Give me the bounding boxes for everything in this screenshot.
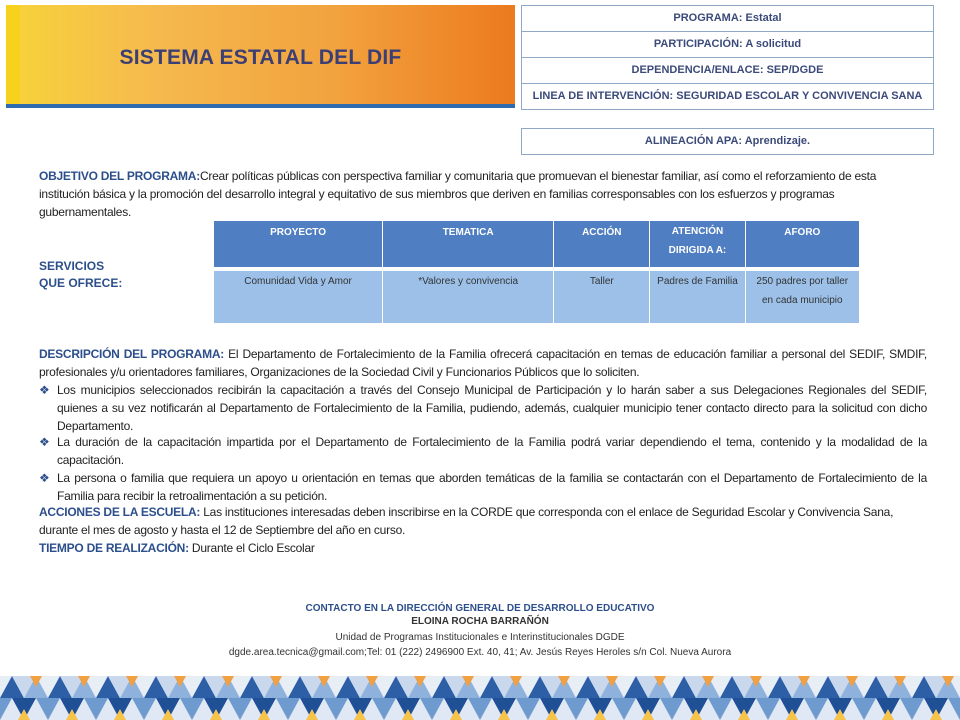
cell-action: Taller	[554, 271, 650, 323]
description-label: DESCRIPCIÓN DEL PROGRAMA:	[39, 347, 224, 361]
info-participation: PARTICIPACIÓN: A solicitud	[522, 32, 933, 58]
services-table	[214, 221, 859, 323]
info-alignment: ALINEACIÓN APA: Aprendizaje.	[644, 135, 811, 147]
description-paragraph	[39, 345, 927, 381]
actions-paragraph	[39, 503, 927, 539]
col-header-project: PROYECTO	[214, 221, 383, 267]
services-label-line2: QUE OFRECE:	[39, 276, 123, 290]
contact-heading: CONTACTO EN LA DIRECCIÓN GENERAL DE DESARROLLO EDUCATIVO	[305, 603, 655, 614]
contact-details: dgde.area.tecnica@gmail.com;Tel: 01 (222) 2496900 Ext. 40, 41; Av. Jesús Reyes Heroles s/n Col. Nueva Aurora	[228, 647, 732, 658]
objective-text: Crear políticas públicas con perspectiva familiar y comunitaria que promuevan el bienestar familiar, así como el reforzamiento de esta institución básica y la promoción del desarrollo integral y equitativo de sus miembros que deriven en familias corresponsables con los esfuerzos y programas gubernamentales.	[39, 169, 877, 219]
footer-pattern-graphic	[0, 676, 960, 720]
cell-audience: Padres de Familia	[650, 271, 745, 323]
page-title: SISTEMA ESTATAL DEL DIF	[119, 46, 402, 69]
bullet-text: La persona o familia que requiera un apoyo u orientación en temas que aborden temáticas de la familia se contactarán con el Departamento de Fortalecimiento de la Familia para recibir la retroalimentación a su petición.	[57, 471, 927, 503]
col-header-theme: TEMATICA	[383, 221, 554, 267]
description-text: El Departamento de Fortalecimiento de la Familia ofrecerá capacitación en temas de educación familiar a personal del SEDIF, SMDIF, profesionales y/u orientadores familiares, Organizaciones de la Sociedad Civil y Funcionarios Públicos que lo soliciten.	[39, 347, 928, 379]
services-label-line1: SERVICIOS	[39, 259, 105, 273]
table-row	[214, 271, 859, 323]
time-text: Durante el Ciclo Escolar	[188, 541, 315, 555]
description-bullet-3	[39, 469, 927, 505]
cell-capacity: 250 padres por taller en cada municipio	[746, 271, 859, 323]
diamond-bullet-icon: ❖	[39, 383, 50, 397]
time-label: TIEMPO DE REALIZACIÓN:	[39, 541, 189, 555]
services-label	[39, 258, 122, 292]
info-intervention-line: LINEA DE INTERVENCIÓN: SEGURIDAD ESCOLAR Y CONVIVENCIA SANA	[532, 90, 923, 102]
bullet-text: Los municipios seleccionados recibirán la capacitación a través del Consejo Municipal de Participación y lo harán saber a sus Delegaciones Regionales del SEDIF, quienes a su vez notificarán al Departamento de Fortalecimiento de la Familia, pudiendo, además, cualquier municipio tener contacto directo para la solicitud con dicho Departamento.	[57, 383, 927, 433]
contact-name: ELOINA ROCHA BARRAÑÓN	[411, 616, 549, 627]
objective-paragraph	[39, 167, 927, 221]
objective-label: OBJETIVO DEL PROGRAMA:	[39, 169, 200, 183]
col-header-audience: ATENCIÓN DIRIGIDA A:	[650, 221, 745, 267]
table-header-row	[214, 221, 859, 267]
actions-label: ACCIONES DE LA ESCUELA:	[39, 505, 201, 519]
cell-project: Comunidad Vida y Amor	[214, 271, 383, 323]
bullet-text: La duración de la capacitación impartida por el Departamento de Fortalecimiento de la Familia podrá variar dependiendo el tema, contenido y la modalidad de la capacitación.	[57, 435, 927, 467]
col-header-action: ACCIÓN	[554, 221, 650, 267]
title-banner	[6, 5, 515, 108]
diamond-bullet-icon: ❖	[39, 435, 50, 449]
info-dependency: DEPENDENCIA/ENLACE: SEP/DGDE	[522, 58, 933, 84]
diamond-bullet-icon: ❖	[39, 471, 50, 485]
time-paragraph	[39, 539, 927, 557]
col-header-capacity: AFORO	[746, 221, 859, 267]
program-info-box	[521, 5, 934, 110]
cell-theme: *Valores y convivencia	[383, 271, 554, 323]
alignment-box	[521, 128, 934, 155]
contact-unit: Unidad de Programas Institucionales e Interinstitucionales DGDE	[335, 632, 625, 643]
info-program: PROGRAMA: Estatal	[522, 6, 933, 32]
description-bullet-2	[39, 433, 927, 469]
actions-text: Las instituciones interesadas deben inscribirse en la CORDE que corresponda con el enlace de Seguridad Escolar y Convivencia Sana, durante el mes de agosto y hasta el 12 de Septiembre del año en curso.	[39, 505, 894, 537]
decorative-footer-pattern	[0, 676, 960, 720]
description-bullet-1	[39, 381, 927, 435]
